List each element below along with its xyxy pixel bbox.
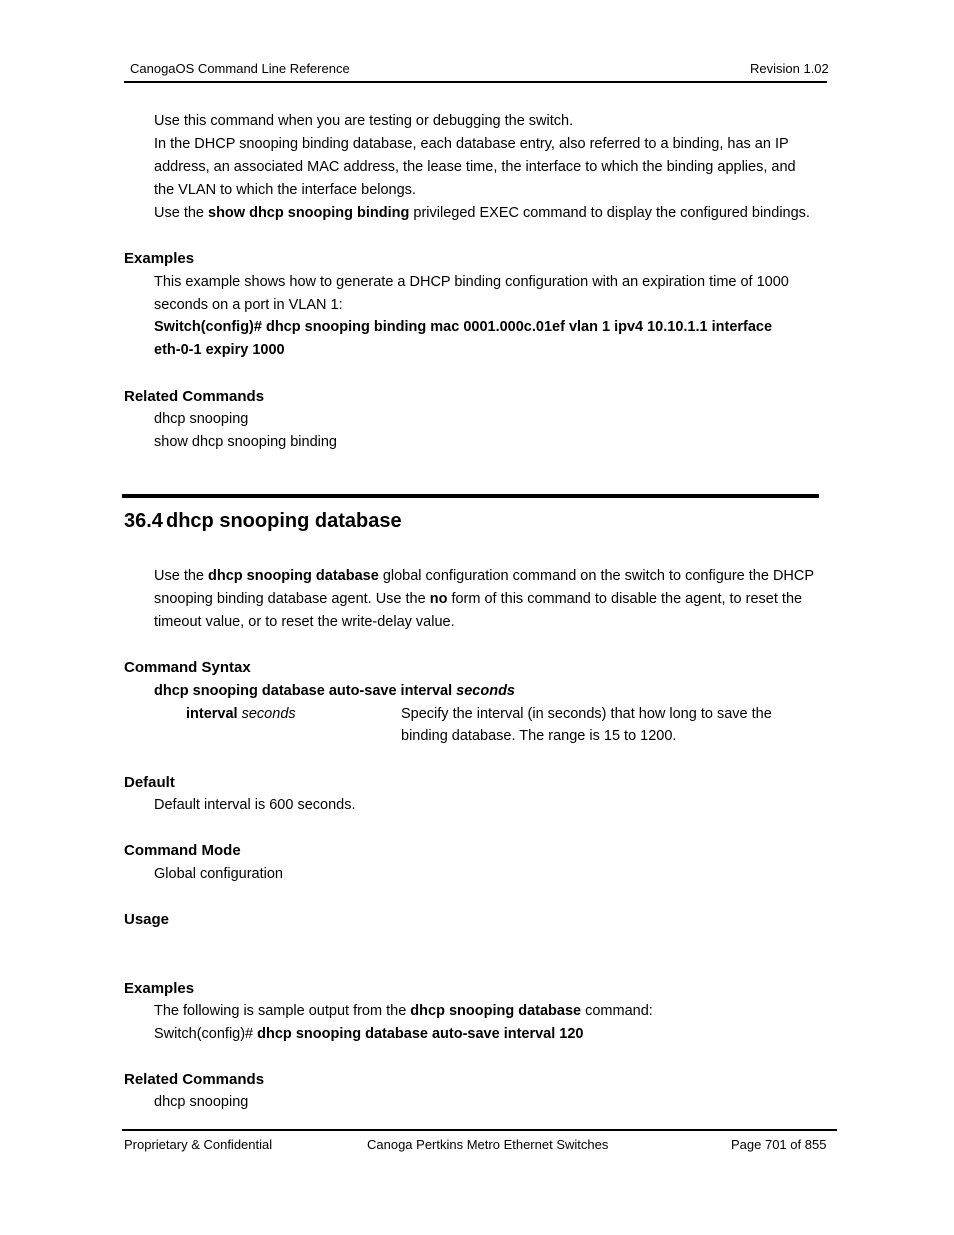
description-line: Use the dhcp snooping database global configuration command on the switch to configure the DHCP xyxy=(154,568,815,584)
header-revision: Revision 1.02 xyxy=(750,61,829,76)
example-text: This example shows how to generate a DHCP binding configuration with an expiration time of 1000 xyxy=(154,274,789,290)
header-rule xyxy=(124,81,827,83)
syntax-parameter-description: binding database. The range is 15 to 1200. xyxy=(401,728,677,744)
example-text: The following is sample output from the dhcp snooping database command: xyxy=(154,1003,653,1019)
show-command-name: show dhcp snooping binding xyxy=(208,205,410,221)
related-command-item: dhcp snooping xyxy=(154,411,249,427)
section-name: dhcp snooping database xyxy=(166,510,402,532)
related-commands-heading: Related Commands xyxy=(124,1071,265,1088)
example-command: eth-0-1 expiry 1000 xyxy=(154,342,285,358)
example-text: seconds on a port in VLAN 1: xyxy=(154,297,343,313)
intro-line: Use this command when you are testing or debugging the switch. xyxy=(154,113,574,129)
section-number: 36.4 xyxy=(124,510,163,532)
related-commands-heading: Related Commands xyxy=(124,388,265,405)
section-title xyxy=(124,510,402,533)
header-title: CanogaOS Command Line Reference xyxy=(130,61,350,76)
default-heading: Default xyxy=(124,774,175,791)
description-line: snooping binding database agent. Use the no form of this command to disable the agent, to reset the xyxy=(154,591,803,607)
syntax-parameter-description: Specify the interval (in seconds) that how long to save the xyxy=(401,706,772,722)
intro-para-line: In the DHCP snooping binding database, each database entry, also referred to a binding, has an IP xyxy=(154,136,789,152)
examples-heading: Examples xyxy=(124,250,195,267)
footer-rule xyxy=(122,1129,837,1131)
related-command-item: dhcp snooping xyxy=(154,1094,249,1110)
command-syntax-heading: Command Syntax xyxy=(124,659,251,676)
default-text: Default interval is 600 seconds. xyxy=(154,797,356,813)
example-command: Switch(config)# dhcp snooping database auto-save interval 120 xyxy=(154,1026,584,1042)
example-command: Switch(config)# dhcp snooping binding mac 0001.000c.01ef vlan 1 ipv4 10.10.1.1 interface xyxy=(154,319,773,335)
command-mode-heading: Command Mode xyxy=(124,842,241,859)
footer-confidential: Proprietary & Confidential xyxy=(124,1137,273,1152)
intro-show-command-line: Use the show dhcp snooping binding privileged EXEC command to display the configured bindings. xyxy=(154,205,810,221)
syntax-parameter: interval seconds xyxy=(186,706,296,722)
command-mode-text: Global configuration xyxy=(154,866,283,882)
examples-heading: Examples xyxy=(124,980,195,997)
syntax-command: dhcp snooping database auto-save interval seconds xyxy=(154,683,515,699)
footer-product: Canoga Pertkins Metro Ethernet Switches xyxy=(367,1137,609,1152)
intro-para-line: the VLAN to which the interface belongs. xyxy=(154,182,416,198)
usage-heading: Usage xyxy=(124,911,170,928)
footer-page-number: Page 701 of 855 xyxy=(731,1137,827,1152)
section-rule xyxy=(122,494,819,498)
description-line: timeout value, or to reset the write-delay value. xyxy=(154,614,455,630)
related-command-item: show dhcp snooping binding xyxy=(154,434,337,450)
intro-para-line: address, an associated MAC address, the lease time, the interface to which the binding applies, and xyxy=(154,159,796,175)
